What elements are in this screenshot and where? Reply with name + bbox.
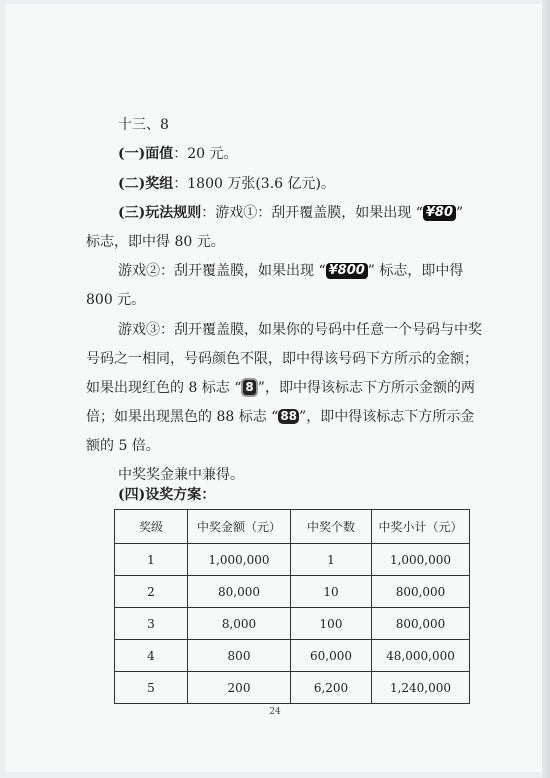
table-row bbox=[115, 672, 470, 704]
table-row bbox=[115, 544, 470, 576]
cell-subtotal: 48,000,000 bbox=[372, 640, 470, 672]
game3-text-3b: ”，即中得该标志下方所示金额的两 bbox=[257, 380, 475, 396]
page-edge bbox=[542, 0, 550, 778]
cell-level: 1 bbox=[115, 544, 188, 576]
section-heading: 十三、8 bbox=[118, 117, 169, 133]
game2-text-a: 游戏②：刮开覆盖膜，如果出现 “ bbox=[118, 263, 326, 279]
header-count: 中奖个数 bbox=[291, 510, 372, 544]
game2-line-2: 800 元。 bbox=[86, 292, 146, 308]
cell-amount: 1,000,000 bbox=[188, 544, 291, 576]
cell-count: 60,000 bbox=[291, 640, 372, 672]
cell-amount: 200 bbox=[188, 672, 291, 704]
cell-amount: 8,000 bbox=[188, 608, 291, 640]
prize-group-line bbox=[118, 174, 335, 194]
table-row bbox=[115, 576, 470, 608]
header-subtotal: 中奖小计（元） bbox=[372, 510, 470, 544]
cell-subtotal: 1,240,000 bbox=[372, 672, 470, 704]
game1-text-a: 游戏①：刮开覆盖膜，如果出现 “ bbox=[215, 205, 423, 221]
face-value-text: 20 元。 bbox=[187, 146, 238, 162]
game2-line-1 bbox=[118, 261, 463, 281]
prize-group-label: (二)奖组 bbox=[118, 176, 174, 192]
prize-group-colon: ： bbox=[173, 176, 188, 192]
cell-subtotal: 1,000,000 bbox=[372, 544, 470, 576]
table-header-row bbox=[115, 510, 470, 544]
game2-text-b: ” 标志，即中得 bbox=[367, 263, 464, 279]
game3-line-1: 游戏③：刮开覆盖膜，如果你的号码中任意一个号码与中奖 bbox=[118, 322, 482, 338]
rules-line-1 bbox=[118, 203, 463, 223]
game3-text-3a: 如果出现红色的 8 标志 “ bbox=[86, 380, 242, 396]
game1-text-b: ” bbox=[456, 205, 464, 221]
game3-text-4b: ”，即中得该标志下方所示金 bbox=[299, 409, 475, 425]
face-value-label: (一)面值 bbox=[118, 146, 174, 162]
red-8-symbol: 8 bbox=[241, 378, 257, 397]
rules-colon: ： bbox=[201, 205, 216, 221]
rules-line-2: 标志，即中得 80 元。 bbox=[86, 234, 225, 250]
prize-group-text: 1800 万张(3.6 亿元)。 bbox=[187, 176, 335, 192]
game3-text-4a: 倍；如果出现黑色的 88 标志 “ bbox=[86, 409, 279, 425]
table-row bbox=[115, 608, 470, 640]
combine-line: 中奖奖金兼中兼得。 bbox=[118, 467, 244, 483]
prize-table bbox=[114, 509, 470, 704]
cell-count: 10 bbox=[291, 576, 372, 608]
cell-amount: 80,000 bbox=[188, 576, 291, 608]
header-level: 奖级 bbox=[115, 510, 188, 544]
game3-line-4 bbox=[86, 407, 474, 427]
table-row bbox=[115, 640, 470, 672]
page-number: 24 bbox=[269, 707, 281, 717]
rules-label: (三)玩法规则 bbox=[118, 205, 202, 221]
cell-subtotal: 800,000 bbox=[372, 576, 470, 608]
face-value-colon: ： bbox=[173, 146, 188, 162]
face-value-line bbox=[118, 144, 238, 164]
yen-800-symbol: ¥800 bbox=[326, 263, 368, 279]
cell-level: 5 bbox=[115, 672, 188, 704]
yen-80-symbol: ¥80 bbox=[423, 205, 456, 221]
game3-line-3 bbox=[86, 378, 475, 398]
cell-count: 1 bbox=[291, 544, 372, 576]
black-88-symbol: 88 bbox=[280, 409, 298, 423]
header-amount: 中奖金额（元） bbox=[188, 510, 291, 544]
plan-title: (四)设奖方案： bbox=[118, 487, 216, 503]
cell-level: 4 bbox=[115, 640, 188, 672]
cell-level: 2 bbox=[115, 576, 188, 608]
cell-amount: 800 bbox=[188, 640, 291, 672]
game3-line-2: 号码之一相同，号码颜色不限，即中得该号码下方所示的金额； bbox=[86, 351, 478, 367]
cell-count: 100 bbox=[291, 608, 372, 640]
cell-count: 6,200 bbox=[291, 672, 372, 704]
cell-subtotal: 800,000 bbox=[372, 608, 470, 640]
cell-level: 3 bbox=[115, 608, 188, 640]
game3-line-5: 额的 5 倍。 bbox=[86, 438, 160, 454]
